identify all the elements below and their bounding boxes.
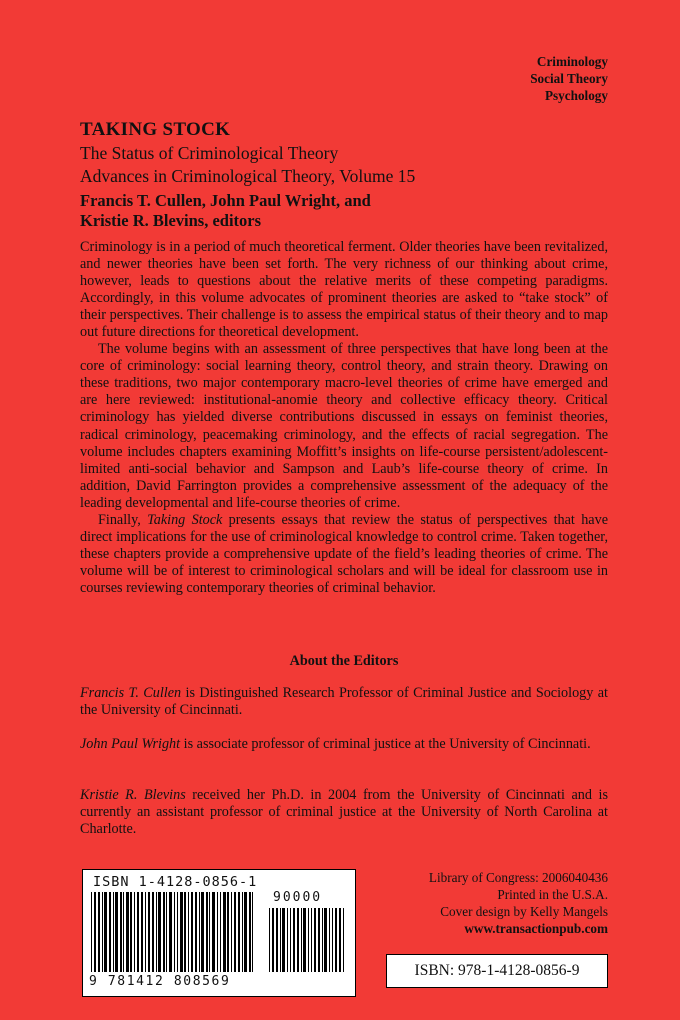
book-title: TAKING STOCK <box>80 119 231 140</box>
bio-wright-text: is associate professor of criminal justice at the University of Cincinnati. <box>180 736 591 752</box>
bio-cullen <box>80 685 608 719</box>
subject-social-theory: Social Theory <box>530 71 608 86</box>
cover-design-credit: Cover design by Kelly Mangels <box>440 904 608 919</box>
library-of-congress: Library of Congress: 2006040436 <box>428 870 608 885</box>
barcode-addon-bars <box>269 908 345 972</box>
about-editors-heading: About the Editors <box>289 653 399 669</box>
subject-psychology: Psychology <box>544 88 608 103</box>
barcode-space <box>253 892 255 972</box>
description-paragraph-3 <box>80 512 608 597</box>
bio-wright <box>80 736 608 753</box>
editors-line-1: Francis T. Cullen, John Paul Wright, and <box>80 191 371 210</box>
barcode-space <box>343 908 345 972</box>
bio-blevins-text: received her Ph.D. in 2004 from the University of Cincinnati and is currently an assistant professor of criminal justice at the University of North Carolina at Charlotte. <box>80 787 608 838</box>
description-paragraph-2: The volume begins with an assessment of three perspectives that have long been at the core of criminology: social learning theory, control theory, and strain theory. Drawing on these traditions, two major contemporary macro-level theories of crime have emerged and are here reviewed: institutional-anomie theory and collective efficacy theory. Critical criminology has yielded diverse contributions discussed in essays on feminist theories, radical criminology, peacemaking criminology, and the effects of racial segregation. The volume includes chapters examining Moffitt’s insights on life-course persistent/adolescent-limited anti-social behavior and Sampson and Laub’s life-course theory of crime. In addition, David Farrington provides a comprehensive assessment of the adequacy of the leading developmental and life-course theories of crime. <box>80 341 608 511</box>
bio-cullen-name: Francis T. Cullen <box>80 685 182 701</box>
description-paragraph-1: Criminology is in a period of much theoretical ferment. Older theories have been revitalized, and newer theories have been set forth. The very richness of our thinking about crime, however, leads to questions about the relative merits of these competing paradigms. Accordingly, in this volume advocates of prominent theories are asked to “take stock” of their perspectives. Their challenge is to assess the empirical status of their theory and to map out future directions for theoretical development. <box>80 239 608 341</box>
bio-blevins <box>80 787 608 838</box>
subject-categories <box>530 53 608 104</box>
editors <box>80 191 620 231</box>
title-block <box>80 118 620 231</box>
p3-start: Finally, <box>98 511 148 528</box>
bio-wright-name: John Paul Wright <box>80 736 181 752</box>
barcode-addon-number: 90000 <box>273 890 323 905</box>
p3-rest: presents essays that review the status of perspectives that have direct implications for the use of criminological knowledge to control crime. Taken together, these chapters provide a comprehensive update of the field’s leading theories of crime. The volume will be of interest to criminological scholars and will be ideal for classroom use in courses reviewing contemporary theories of criminal behavior. <box>80 511 608 596</box>
barcode-isbn-label: ISBN 1-4128-0856-1 <box>93 874 258 890</box>
barcode <box>82 869 356 997</box>
description <box>80 239 608 597</box>
bio-blevins-name: Kristie R. Blevins <box>80 787 186 803</box>
barcode-bars <box>91 892 255 972</box>
bio-cullen-text: is Distinguished Research Professor of Criminal Justice and Sociology at the University of Cincinnati. <box>80 685 608 719</box>
editors-line-2: Kristie R. Blevins, editors <box>80 211 262 230</box>
book-subtitle: The Status of Criminological Theory <box>80 143 339 163</box>
barcode-ean-number: 9 781412 808569 <box>89 974 231 989</box>
publisher-website: www.transactionpub.com <box>464 921 608 936</box>
publisher-info <box>429 869 608 937</box>
printed-in: Printed in the U.S.A. <box>497 887 608 902</box>
isbn-box: ISBN: 978-1-4128-0856-9 <box>386 954 608 988</box>
p3-italic-title: Taking Stock <box>147 511 223 528</box>
series-subtitle: Advances in Criminological Theory, Volume 15 <box>80 166 416 186</box>
subject-criminology: Criminology <box>536 54 608 69</box>
